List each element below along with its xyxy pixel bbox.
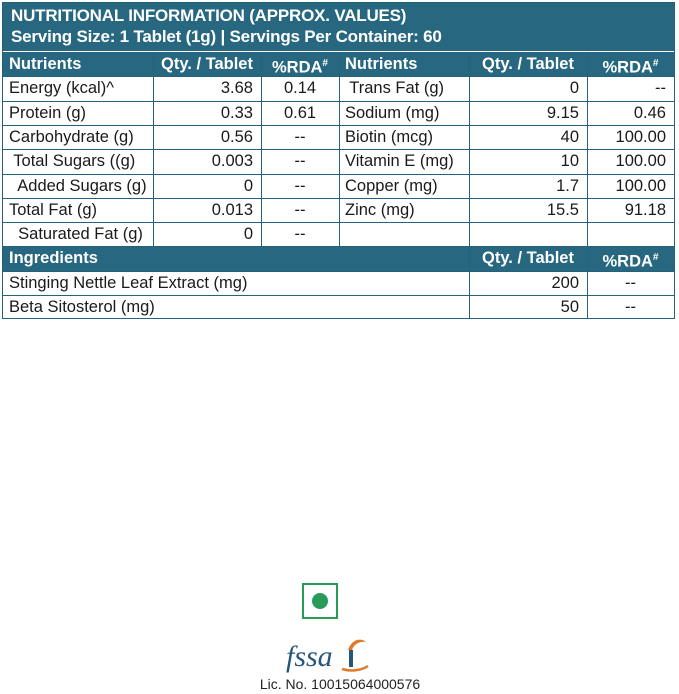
nutrient-name: Total Fat (g) bbox=[9, 200, 98, 219]
nutrient-qty: 0.003 bbox=[211, 152, 253, 171]
nutrient-rda: 0.61 bbox=[283, 103, 317, 122]
title-bar bbox=[3, 3, 674, 51]
nutrient-qty: 0 bbox=[569, 79, 579, 98]
col-header-qty-right: Qty. / Tablet bbox=[469, 52, 587, 76]
nutrient-rda: 100.00 bbox=[615, 152, 666, 171]
nutrient-name: Sodium (mg) bbox=[345, 103, 440, 122]
nutrient-name: Vitamin E (mg) bbox=[345, 152, 454, 171]
column-divider bbox=[587, 246, 588, 319]
nutrient-qty: 15.5 bbox=[546, 200, 579, 219]
col-header-nutrients-right: Nutrients bbox=[339, 52, 469, 76]
nutrient-name: Copper (mg) bbox=[345, 176, 438, 195]
column-divider bbox=[469, 246, 470, 319]
col-header-rda-right: %RDA# bbox=[587, 52, 674, 76]
nutrient-qty: 10 bbox=[560, 152, 579, 171]
fssai-leaf-icon bbox=[348, 640, 366, 650]
fssai-text: fssa bbox=[286, 640, 333, 673]
nutrient-qty: 0.013 bbox=[211, 200, 253, 219]
nutrient-name: Added Sugars (g) bbox=[9, 176, 147, 195]
nutrient-rda: -- bbox=[294, 152, 306, 171]
nutrient-rda: -- bbox=[294, 127, 306, 146]
nutrient-rda: -- bbox=[294, 225, 306, 244]
nutrient-qty: 9.15 bbox=[546, 103, 579, 122]
ingredient-qty: 200 bbox=[551, 273, 579, 292]
serving-info: Serving Size: 1 Tablet (1g) | Servings Per Container: 60 bbox=[11, 27, 442, 46]
col-header-nutrients: Nutrients bbox=[3, 52, 153, 76]
nutrient-rda: 100.00 bbox=[615, 176, 666, 195]
column-divider bbox=[261, 52, 262, 246]
nutrient-name: Total Sugars ((g) bbox=[9, 152, 136, 171]
table-title: NUTRITIONAL INFORMATION (APPROX. VALUES) bbox=[11, 6, 407, 25]
license-number: Lic. No. 10015064000576 bbox=[259, 676, 421, 692]
nutrient-qty: 0 bbox=[243, 176, 253, 195]
nutrient-name: Biotin (mcg) bbox=[345, 127, 434, 146]
column-divider bbox=[339, 52, 340, 246]
nutrient-qty: 0.33 bbox=[220, 103, 253, 122]
column-divider bbox=[587, 52, 588, 246]
ingredients-header: Ingredients bbox=[3, 246, 469, 270]
row-divider bbox=[3, 246, 674, 247]
nutrient-name: Energy (kcal)^ bbox=[9, 79, 114, 98]
nutrient-qty: 1.7 bbox=[556, 176, 579, 195]
ingredient-rda: -- bbox=[625, 273, 636, 292]
fssai-logo bbox=[282, 636, 372, 676]
nutrient-name: Trans Fat (g) bbox=[345, 79, 445, 98]
veg-symbol-icon bbox=[302, 583, 338, 619]
nutrient-name: Zinc (mg) bbox=[345, 200, 415, 219]
col-header-rda: %RDA# bbox=[261, 52, 339, 76]
nutrient-name: Carbohydrate (g) bbox=[9, 127, 134, 146]
veg-dot bbox=[312, 593, 328, 609]
nutrient-name: Protein (g) bbox=[9, 103, 87, 122]
ingredients-rda-header: %RDA# bbox=[587, 246, 674, 270]
nutrient-rda: 91.18 bbox=[624, 200, 666, 219]
nutrient-name: Saturated Fat (g) bbox=[9, 225, 143, 244]
ingredient-name: Beta Sitosterol (mg) bbox=[9, 298, 155, 316]
nutrient-rda: 100.00 bbox=[615, 127, 666, 146]
ingredient-rda: -- bbox=[625, 298, 636, 316]
col-header-qty: Qty. / Tablet bbox=[153, 52, 261, 76]
nutrient-qty: 3.68 bbox=[220, 79, 253, 98]
ingredient-name: Stinging Nettle Leaf Extract (mg) bbox=[9, 273, 248, 292]
ingredients-qty-header: Qty. / Tablet bbox=[469, 246, 587, 270]
nutrient-qty: 0 bbox=[243, 225, 253, 244]
row-divider bbox=[3, 295, 674, 296]
nutrient-qty: 0.56 bbox=[220, 127, 253, 146]
nutrient-rda: 0.46 bbox=[633, 103, 666, 122]
column-divider bbox=[153, 52, 154, 246]
row-divider bbox=[3, 271, 674, 272]
ingredient-qty: 50 bbox=[560, 298, 579, 316]
nutrition-table bbox=[2, 2, 675, 319]
nutrient-rda: -- bbox=[294, 200, 306, 219]
column-divider bbox=[469, 52, 470, 246]
nutrient-rda: -- bbox=[294, 176, 306, 195]
nutrient-rda: 0.14 bbox=[283, 79, 317, 98]
nutrient-rda: -- bbox=[655, 79, 666, 98]
nutrient-qty: 40 bbox=[560, 127, 579, 146]
